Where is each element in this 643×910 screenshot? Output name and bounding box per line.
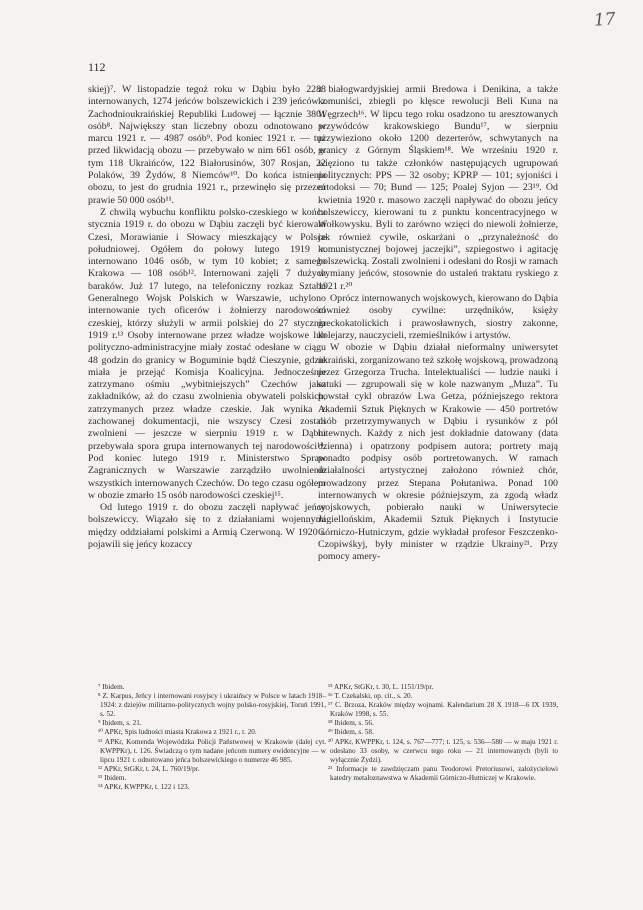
footnotes-left — [88, 683, 326, 792]
handwritten-page-number: 17 — [593, 9, 617, 31]
footnote: ¹³ Ibidem. — [98, 773, 127, 782]
left-text-column — [88, 84, 326, 551]
footnotes-right — [318, 683, 558, 783]
footnote: ¹⁷ C. Brzoza, Kraków między wojnami. Kalendarium 28 X 1918—6 IX 1939, Kraków 1998, s. 55. — [328, 701, 558, 719]
footnote: ⁸ Z. Karpus, Jeńcy i internowani rosyjscy i ukraińscy w Polsce w latach 1918–1924: z dziejów militarno-politycznych wojny polsko-rosyjskiej, Toruń 1991, s. 52. — [98, 692, 326, 719]
footnote: ⁹ Ibidem, s. 21. — [98, 719, 142, 728]
footnote: ⁷ Ibidem. — [98, 683, 125, 691]
footnote: ²⁰ APKr, KWPPKr, t. 124, s. 767—777; t. 125, s. 536—580 — w maju 1921 r. odesłano 33 osoby, w czerwcu tego roku — 21 internowanych (byli to wyłącznie Żydzi). — [328, 737, 558, 764]
paragraph: Z chwilą wybuchu konfliktu polsko-czeskiego w końcu stycznia 1919 r. do obozu w Dąbiu zaczęli być kierowani Czesi, Morawianie i Słowacy mieszkający w Polsce południowej. Ogółem do połowy lutego 1919 r. internowano 1046 osób, w tym 10 kobiet; z samego Krakowa — 108 osób¹². Internowani zajęli 7 dużych baraków. Już 17 lutego, na telefoniczny rozkaz Sztabu Generalnego Wojsk Polskich w Warszawie, uchylono internowanie tych oficerów i żołnierzy narodowości czeskiej, którzy służyli w armii polskiej do 27 stycznia 1919 r.¹³ Osoby internowane przez władze wojskowe lub polityczno-administracyjne miały zostać odesłane w ciągu 48 godzin do granicy w Boguminie bądź Cieszynie, gdzie miała je przejąć Komisja Koalicyjna. Jednocześnie zatrzymano ośmiu „wybitniejszych” Czechów jako zakładników, aż do czasu zwolnienia obywateli polskich, zatrzymanych przez władze czeskie. Jak wynika z zachowanej dokumentacji, nie wszyscy Czesi zostali zwolnieni — jeszcze w sierpniu 1919 r. w Dąbiu przebywała spora grupa internowanych tej narodowości¹⁴. Pod koniec lutego 1919 r. Ministerstwo Spraw Zagranicznych w Warszawie zarządziło uwolnienie wszystkich internowanych Czechów. Do tego czasu ogółem w obozie zmarło 15 osób narodowości czeskiej¹⁵. — [88, 206, 326, 501]
footnote: ¹⁹ Ibidem, s. 58. — [328, 728, 374, 737]
right-text-column — [318, 84, 558, 564]
paragraph: Oprócz internowanych wojskowych, kierowano do Dąbia również osoby cywilne: urzędników, księży greckokatolickich i prawosławnych, siostry zakonne, kolejarzy, nauczycieli, rzemieślników i artystów. — [318, 293, 558, 341]
footnote: ¹⁴ APKr, KWPPKr, t. 122 i 123. — [98, 783, 190, 792]
paragraph: z białogwardyjskiej armii Bredowa i Denikina, a także komuniści, zbiegli po klęsce rewolucji Beli Kuna na Węgrzech¹⁶. W lipcu tego roku osadzono tu aresztowanych przywódców krakowskiego Bundu¹⁷, w sierpniu przywieziono około 1200 dezerterów, schwytanych na granicy z Górnym Śląskiem¹⁸. We wrześniu 1920 r. więziono tu także członków następujących ugrupowań politycznych: PPS — 32 osoby; KPRP — 101; syjoniści i ortodoksi — 70; Bund — 125; Poalej Syjon — 23¹⁹. Od kwietnia 1920 r. masowo zaczęli napływać do obozu jeńcy bolszewiccy, kierowani tu z punktu koncentracyjnego w Wołkowysku. Byli to zarówno wzięci do niewoli żołnierze, jak również cywile, oskarżani o „przynależność do komunistycznej bojowej jaczejki”, szpiegostwo i agitację bolszewicką. Zostali zwolnieni i odesłani do Rosji w ramach wymiany jeńców, stosownie do ustaleń traktatu ryskiego z 1921 r.²⁰ — [318, 84, 558, 292]
footnote: ¹⁸ Ibidem, s. 56. — [328, 719, 374, 728]
footnote: ¹² APKr, StGKr, t. 24, L. 760/19/pr. — [98, 764, 200, 773]
page-number: 112 — [88, 60, 106, 74]
footnote: ¹⁰ APKr, Spis ludności miasta Krakowa z 1921 r., t. 20. — [98, 728, 257, 737]
paragraph: skiej)⁷. W listopadzie tegoż roku w Dąbiu było 2288 internowanych, 1274 jeńców bolszewickich i 239 jeńców z Zachodnioukraińskiej Republiki Ludowej — łącznie 3801 osób⁸. Największy stan liczebny obozu odnotowano w marcu 1921 r. — 4987 osób⁹. Pod koniec 1921 r. — tuż przed likwidacją obozu — przebywało w nim 661 osób, w tym 118 Ukraińców, 122 Białorusinów, 307 Rosjan, 22 Polaków, 39 Żydów, 8 Niemców¹⁰. Do końca istnienia obozu, to jest do grudnia 1921 r., przewinęło się przezeń prawie 50 000 osób¹¹. — [88, 84, 326, 206]
paragraph: Od lutego 1919 r. do obozu zaczęli napływać jeńcy bolszewiccy. Wiązało się to z działaniami wojennymi między oddziałami polskimi a Armią Czerwoną. W 1920 r. pojawili się jeńcy kozaccy — [88, 502, 326, 550]
paragraph: W obozie w Dąbiu działał nieformalny uniwersytet ukraiński, zorganizowano też szkołę wojskową, prowadzoną przez Grzegorza Trucha. Intelektualiści — ludzie nauki i sztuki — zgrupowali się w kole nazwanym „Muza”. Tu powstał cykl obrazów Lwa Getza, późniejszego rektora Akademii Sztuk Pięknych w Krakowie — 450 portretów osób przetrzymywanych w Dąbiu i rysunków z pól bitewnych. Każdy z nich jest dokładnie datowany (data dzienna) i opatrzony podpisem autora; portrety mają ponadto podpisy osób portretowanych. W ramach działalności artystycznej założono również chór, prowadzony przez Stepana Połutaniwa. Ponad 100 internowanych w okresie późniejszym, za zgodą władz wojskowych, pobierało nauki w Uniwersytecie Jagiellońskim, Akademii Sztuk Pięknych i Instytucie Górniczo-Hutniczym, gdzie wykładał profesor Feszczenko-Czopiwśkyj, były minister w rządzie Ukrainy²¹. Przy pomocy amery- — [318, 342, 558, 563]
footnote: ¹⁶ T. Czekalski, op. cit., s. 20. — [328, 692, 413, 701]
footnote: ²¹ Informacje te zawdzięczam panu Teodorowi Pretoriusowi, założycielowi katedry metaloznawstwa w Akademii Górniczo-Hutniczej w Krakowie. — [328, 764, 558, 782]
footnote: ¹⁵ APKr, StGKr, t. 30, L. 1151/19/pr. — [328, 683, 434, 691]
footnote: ¹¹ APKr, Komenda Wojewódzka Policji Państwowej w Krakowie (dalej cyt. KWPPKr), t. 126. Świadczą o tym nadane jeńcom numery ewidencyjne — w lipcu 1921 r. odnotowano jeńca bolszewickiego o numerze 46 985. — [98, 737, 326, 764]
